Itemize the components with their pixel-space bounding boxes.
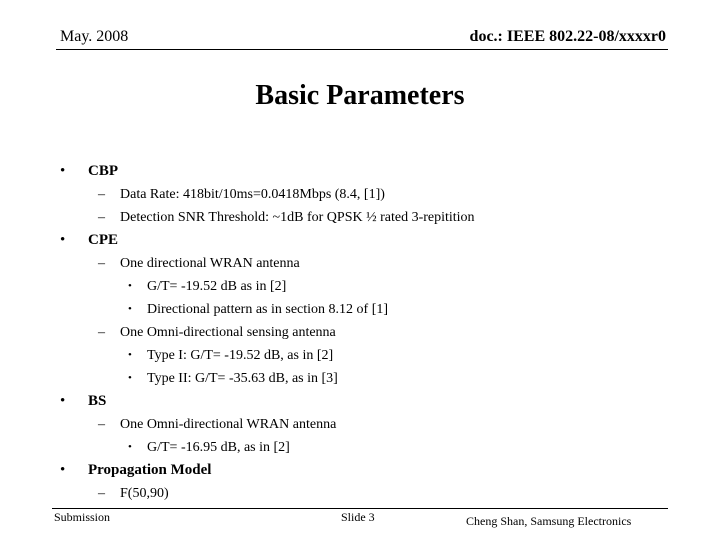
bullet-mark: • [60,163,66,179]
header-date: May. 2008 [60,28,129,45]
sub-sub-item [60,298,670,321]
sub-item [60,321,670,344]
sub-sub-item-text: G/T= -16.95 dB, as in [2] [147,440,290,455]
footer-slide-number: Slide 3 [341,510,375,524]
sub-item-text: Data Rate: 418bit/10ms=0.0418Mbps (8.4, [1]) [120,187,385,202]
bullet-mark: • [128,372,132,384]
bullet-mark: • [128,303,132,315]
bullet-label: Propagation Model [88,462,212,478]
slide-title: Basic Parameters [255,80,465,111]
sub-item-text: F(50,90) [120,486,169,501]
sub-item [60,252,670,275]
bullet-mark: • [128,349,132,361]
dash-mark: – [98,486,105,501]
bullet-mark: • [60,393,66,409]
header-doc-id: doc.: IEEE 802.22-08/xxxxr0 [469,28,666,45]
sub-item [60,206,670,229]
bullet-label: CBP [88,163,118,179]
header-divider [56,49,668,50]
footer-divider [52,508,668,509]
dash-mark: – [98,417,105,432]
bullet-label: CPE [88,232,118,248]
sub-item [60,183,670,206]
sub-item-text: One Omni-directional sensing antenna [120,325,336,340]
dash-mark: – [98,210,105,225]
sub-sub-item-text: Type II: G/T= -35.63 dB, as in [3] [147,371,338,386]
bullet-label: BS [88,393,107,409]
sub-item [60,482,670,505]
bullet-mark: • [128,280,132,292]
sub-item-text: One directional WRAN antenna [120,256,300,271]
bullet-bs [60,390,670,413]
footer-author: Cheng Shan, Samsung Electronics [466,514,632,528]
footer-submission: Submission [54,510,111,524]
dash-mark: – [98,256,105,271]
sub-sub-item [60,436,670,459]
sub-sub-item [60,275,670,298]
sub-item [60,413,670,436]
sub-item-text: One Omni-directional WRAN antenna [120,417,337,432]
dash-mark: – [98,187,105,202]
slide-body [60,160,670,505]
bullet-propagation [60,459,670,482]
bullet-mark: • [128,441,132,453]
bullet-cpe [60,229,670,252]
bullet-mark: • [60,232,66,248]
sub-sub-item [60,344,670,367]
dash-mark: – [98,325,105,340]
sub-sub-item-text: G/T= -19.52 dB as in [2] [147,279,287,294]
bullet-mark: • [60,462,66,478]
sub-item-text: Detection SNR Threshold: ~1dB for QPSK ½ rated 3-repitition [120,210,475,225]
sub-sub-item-text: Type I: G/T= -19.52 dB, as in [2] [147,348,334,363]
bullet-cbp [60,160,670,183]
sub-sub-item-text: Directional pattern as in section 8.12 of [1] [147,302,389,317]
sub-sub-item [60,367,670,390]
